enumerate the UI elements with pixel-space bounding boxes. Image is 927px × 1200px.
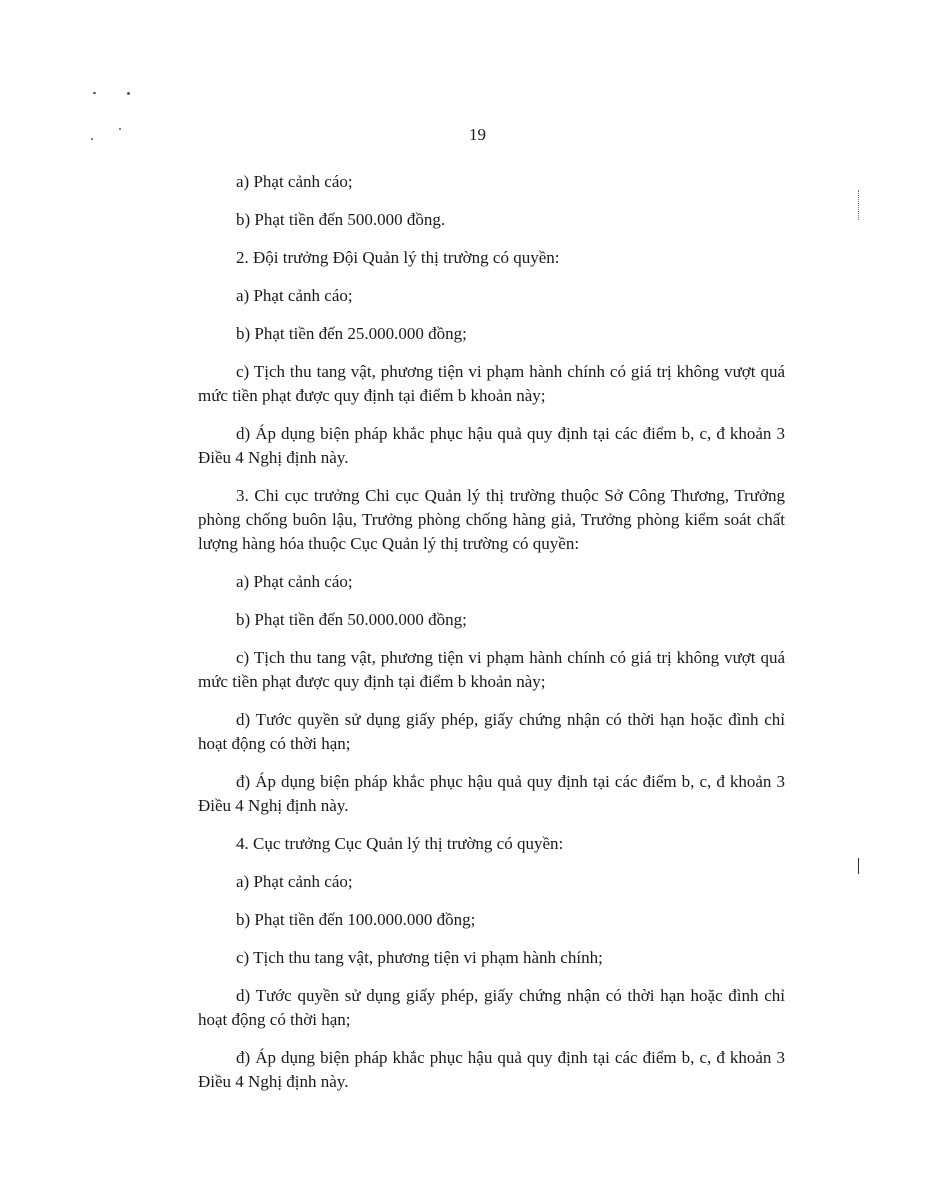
- paragraph: d) Tước quyền sử dụng giấy phép, giấy chứng nhận có thời hạn hoặc đình chỉ hoạt động có thời hạn;: [198, 986, 785, 1029]
- paragraph: đ) Áp dụng biện pháp khắc phục hậu quả quy định tại các điểm b, c, đ khoản 3 Điều 4 Nghị định này.: [198, 1048, 785, 1091]
- scan-speck: [93, 92, 96, 94]
- paragraph: 2. Đội trưởng Đội Quản lý thị trường có quyền:: [236, 248, 560, 267]
- page-number: 19: [469, 125, 486, 144]
- paragraph: c) Tịch thu tang vật, phương tiện vi phạm hành chính có giá trị không vượt quá mức tiền phạt được quy định tại điểm b khoản này;: [198, 362, 785, 405]
- paragraph: d) Áp dụng biện pháp khắc phục hậu quả quy định tại các điểm b, c, đ khoản 3 Điều 4 Nghị định này.: [198, 424, 785, 467]
- paragraph: d) Tước quyền sử dụng giấy phép, giấy chứng nhận có thời hạn hoặc đình chỉ hoạt động có thời hạn;: [198, 710, 785, 753]
- scan-speck: [127, 92, 130, 95]
- paragraph: đ) Áp dụng biện pháp khắc phục hậu quả quy định tại các điểm b, c, đ khoản 3 Điều 4 Nghị định này.: [198, 772, 785, 815]
- paragraph: b) Phạt tiền đến 100.000.000 đồng;: [236, 910, 476, 929]
- document-body: [198, 170, 785, 1094]
- paragraph: a) Phạt cảnh cáo;: [236, 572, 353, 591]
- paragraph: 3. Chi cục trưởng Chi cục Quản lý thị trường thuộc Sở Công Thương, Trưởng phòng chống buôn lậu, Trưởng phòng chống hàng giả, Trưởng phòng kiểm soát chất lượng hàng hóa thuộc Cục Quản lý thị trường có quyền:: [198, 486, 785, 553]
- paragraph: a) Phạt cảnh cáo;: [236, 172, 353, 191]
- paragraph: a) Phạt cảnh cáo;: [236, 872, 353, 891]
- paragraph: c) Tịch thu tang vật, phương tiện vi phạm hành chính có giá trị không vượt quá mức tiền phạt được quy định tại điểm b khoản này;: [198, 648, 785, 691]
- scan-artifact-line: [858, 858, 860, 874]
- paragraph: b) Phạt tiền đến 500.000 đồng.: [236, 210, 446, 229]
- paragraph: b) Phạt tiền đến 50.000.000 đồng;: [236, 610, 467, 629]
- paragraph: a) Phạt cảnh cáo;: [236, 286, 353, 305]
- paragraph: c) Tịch thu tang vật, phương tiện vi phạm hành chính;: [236, 948, 603, 967]
- paragraph: b) Phạt tiền đến 25.000.000 đồng;: [236, 324, 467, 343]
- scan-artifact-line: [858, 190, 860, 220]
- paragraph: 4. Cục trưởng Cục Quản lý thị trường có quyền:: [236, 834, 564, 853]
